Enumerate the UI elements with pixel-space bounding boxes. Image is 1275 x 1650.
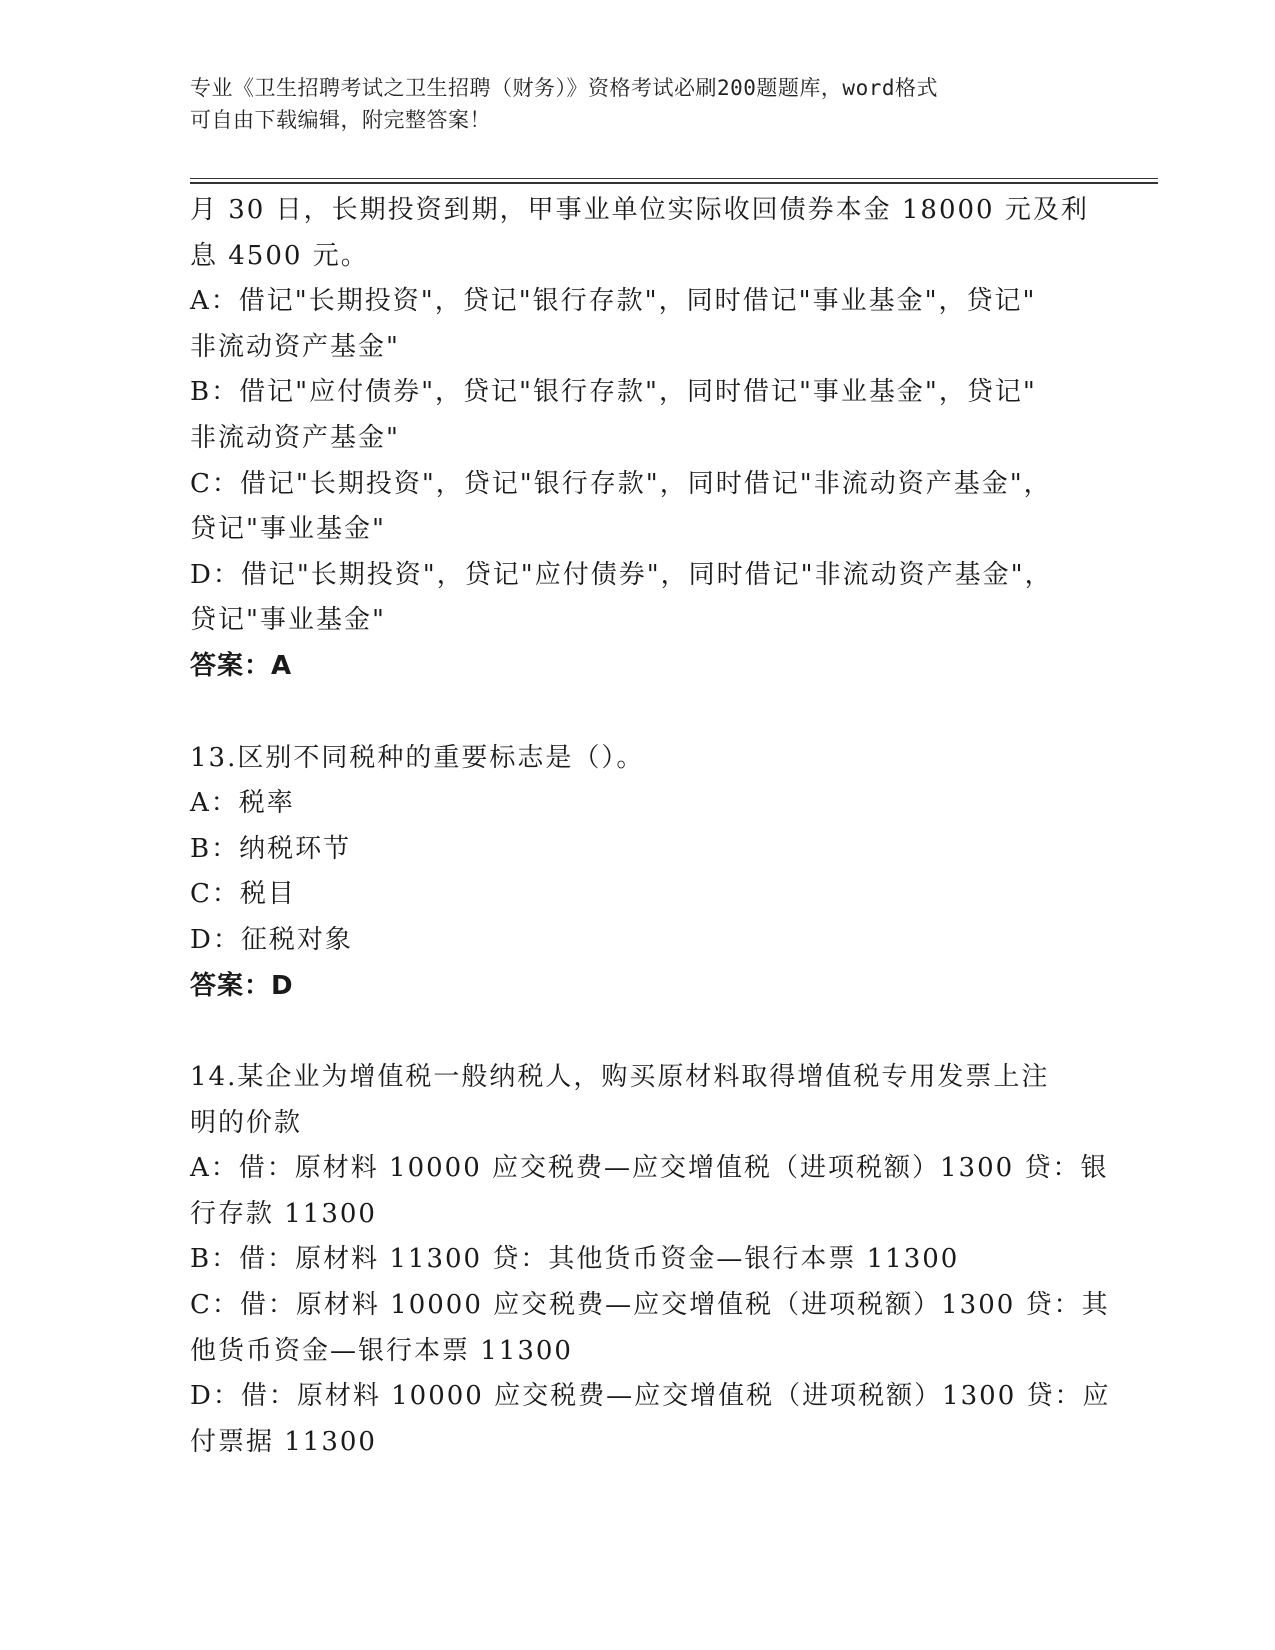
question-stem: 14.某企业为增值税一般纳税人，购买原材料取得增值税专用发票上注 xyxy=(190,1062,1050,1093)
option-c: 他货币资金—银行本票 11300 xyxy=(190,1335,573,1366)
option-d: D：征税对象 xyxy=(190,924,353,955)
option-a: 非流动资产基金" xyxy=(190,331,400,362)
option-a: A：借：原材料 10000 应交税费—应交增值税（进项税额）1300 贷：银 xyxy=(190,1153,1109,1184)
option-b: B：借记"应付债券"，贷记"银行存款"，同时借记"事业基金"，贷记" xyxy=(190,377,1037,408)
option-d: 贷记"事业基金" xyxy=(190,605,386,636)
question-stem: 息 4500 元。 xyxy=(190,240,369,271)
option-c: C：借记"长期投资"，贷记"银行存款"，同时借记"非流动资产基金"， xyxy=(190,468,1052,499)
option-c: C：借：原材料 10000 应交税费—应交增值税（进项税额）1300 贷：其 xyxy=(190,1290,1110,1321)
question-stem: 13.区别不同税种的重要标志是（）。 xyxy=(190,742,645,773)
header-divider-thin xyxy=(190,178,1158,179)
document-body xyxy=(190,188,1111,1465)
option-a: A：借记"长期投资"，贷记"银行存款"，同时借记"事业基金"，贷记" xyxy=(190,286,1037,317)
question-13 xyxy=(190,736,1090,1010)
question-stem: 明的价款 xyxy=(190,1107,303,1138)
option-a: A：税率 xyxy=(190,788,295,819)
question-stem: 月 30 日，长期投资到期，甲事业单位实际收回债券本金 18000 元及利 xyxy=(190,195,1089,225)
question-12 xyxy=(190,188,1090,690)
option-d: 付票据 11300 xyxy=(190,1426,377,1457)
header-title-line-2: 可自由下载编辑，附完整答案！ xyxy=(190,108,491,132)
answer-label: 答案：D xyxy=(190,970,294,1001)
option-a: 行存款 11300 xyxy=(190,1198,377,1229)
header-divider-thick xyxy=(190,182,1158,184)
option-b: B：借：原材料 11300 贷：其他货币资金—银行本票 11300 xyxy=(190,1244,960,1275)
option-c: C：税目 xyxy=(190,879,296,910)
question-spacer xyxy=(190,690,1090,736)
document-header xyxy=(190,72,1090,136)
option-b: B：纳税环节 xyxy=(190,833,352,864)
question-spacer xyxy=(190,1009,1090,1055)
header-title-line-1: 专业《卫生招聘考试之卫生招聘（财务）》资格考试必刷200题题库，word格式 xyxy=(190,76,938,100)
option-b: 非流动资产基金" xyxy=(190,422,400,453)
answer-label: 答案：A xyxy=(190,650,293,681)
question-14 xyxy=(190,1055,1111,1465)
option-c: 贷记"事业基金" xyxy=(190,514,386,545)
option-d: D：借记"长期投资"，贷记"应付债券"，同时借记"非流动资产基金"， xyxy=(190,559,1053,590)
option-d: D：借：原材料 10000 应交税费—应交增值税（进项税额）1300 贷：应 xyxy=(190,1381,1111,1412)
